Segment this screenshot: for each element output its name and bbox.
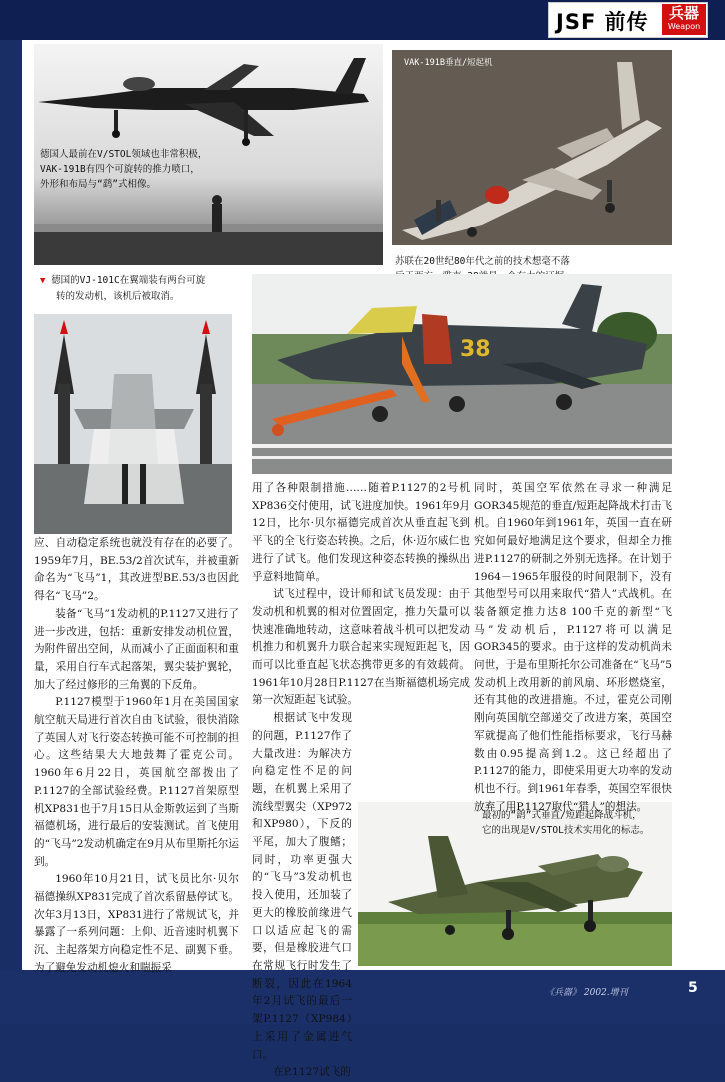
photo-vak191b-ground	[392, 50, 672, 245]
caption-vj101c	[40, 273, 260, 304]
paragraph: 用了各种限制措施……随着P.1127的2号机XP836交付使用，试飞进度加快。1961年9月12日，比尔·贝尔福德完成首次从垂直起飞到平飞的全飞行姿态转换。之后，休·迈尔威仁也进行了试飞。他们发现这种姿态转换的操纵出乎意料地简单。	[252, 482, 470, 583]
paragraph: 同时，英国空军依然在寻求一种满足GOR345规范的垂直/短距起降战术打击飞机。自1960年到1961年，英国一直在研究如何最好地满足这个要求，但却全力推进P.1127的研制之外别无选择。在计划于1964－1965年服役的时间限制下，没有其他型号可以用来取代“猎人”式战机。在装备额定推力达8 100千克的新型“飞马”发动机后，P.1127将可以满足GOR345的要求。由于这样的发动机尚未问世，于是布里斯托尔公司准备在“飞马”5发动机上改用新的前风扇、环形燃烧室，还有其他的改进措施。不过，霍克公司刚刚向英国航空部递交了改进方案，英国空军就提高了他们性能指标要求，飞行马赫数由0.95提高到1.2。这已经超出了P.1127的能力，即使采用更大功率的发动机也不行。到1961年春季，英国空军很快放弃了用P.1127取代“猎人”的想法。	[474, 482, 672, 813]
section-title: JSF 前传	[556, 10, 649, 34]
caption-line: VAK-191B有四个可旋转的推力喷口，	[40, 164, 200, 175]
badge-en: Weapon	[667, 22, 701, 31]
text-column-middle	[252, 480, 470, 1082]
caption-text: 德国的VJ-101C在翼端装有两台可旋	[51, 275, 206, 286]
photo-yak38	[252, 274, 672, 474]
arrow-icon: ▼	[40, 276, 46, 286]
caption-line: 转的发动机，该机后被取消。	[56, 291, 180, 302]
text-column-left	[34, 535, 239, 978]
caption-line: 外形和布局与“鹞”式相像。	[40, 179, 156, 190]
paragraph: 装备“飞马”1发动机的P.1127又进行了进一步改进，包括：重新安排发动机位置，为附件留出空间，从而减小了正面面积和重量，采用自行车式起落架，翼尖装护翼轮，加大了经过修形的三角翼的下反角。	[34, 607, 239, 691]
caption-line: 它的出现是V/STOL技术实用化的标志。	[482, 825, 650, 836]
paragraph: 应、自动稳定系统也就没有存在的必要了。1959年7月，BE.53/2首次试车，并被重新命名为“飞马”1，其改进型BE.53/3也因此得名“飞马”2。	[34, 537, 239, 603]
caption-line	[40, 273, 260, 289]
footer-magazine: 《兵器》 2002.增刊	[545, 988, 628, 998]
caption-vak191b	[40, 147, 270, 192]
paragraph: 根据试飞中发现的问题，P.1127作了大量改进：为解决方向稳定性不足的问题，在机翼上采用了流线型翼尖（XP972和XP980），下反的平尾，加大了腹鳍；同时，功率更强大的“飞马”3发动机也投入使用，还加装了更大的橡胶前缘进气口以适应起飞的需要，但是橡胶进气口在常规飞行时发生了断裂，因此在1964年2月试飞的最后一架P.1127（XP984）上采用了金属进气口。	[252, 712, 352, 1061]
page-number: 5	[688, 980, 698, 996]
badge-cn: 兵器	[668, 4, 699, 22]
aircraft-marking: 38	[460, 337, 491, 362]
paragraph: P.1127模型于1960年1月在美国国家航空航天局进行首次自由飞试验，很快消除了英国人对飞行姿态转换可能不可控制的担心。这些结果大大地鼓舞了霍克公司。1960年6月22日，英国航空部拨出了P.1127的全部试验经费。P.1127首架原型机XP831也于7月15日从金斯敦运到了当斯福德机场，进行最后的安装测试。首飞使用的“飞马”2发动机确定在9月从布里斯托尔运到。	[34, 696, 239, 868]
paragraph: 试飞过程中，设计师和试飞员发现：由于发动机和机翼的相对位置固定，推力矢量可以快速准确地转动，这意味着战斗机可以把发动机推力和机翼升力联合起来实现短距起飞，因而可以比垂直起飞状态携带更多的有效载荷。1961年10月28日P.1127在当斯福德机场完成第一次短距起飞试验。	[252, 588, 470, 707]
caption-line: 苏联在20世纪80年代之前的技术想毫不落	[395, 256, 570, 267]
magazine-badge	[662, 4, 706, 35]
caption-line: 德国人最前在V/STOL领域也非常积极，	[40, 149, 208, 160]
text-column-right	[474, 480, 672, 816]
paragraph: 1960年10月21日，试飞员比尔·贝尔福德操纵XP831完成了首次系留悬停试飞。次年3月13日，XP831进行了常规试飞，并暴露了一系列问题：上仰、近音速时机翼下沉、主起落架方向稳定性不足、副翼下垂。为了避免发动机熄火和喘振采	[34, 873, 239, 974]
paragraph: 在P.1127试飞的	[273, 1066, 351, 1079]
caption-vak-label: VAK-191B垂直/短起机	[404, 58, 493, 68]
caption-line: 最初的“鹞”式垂直/短距起降战斗机，	[482, 810, 642, 821]
photo-vj101c	[34, 314, 232, 534]
